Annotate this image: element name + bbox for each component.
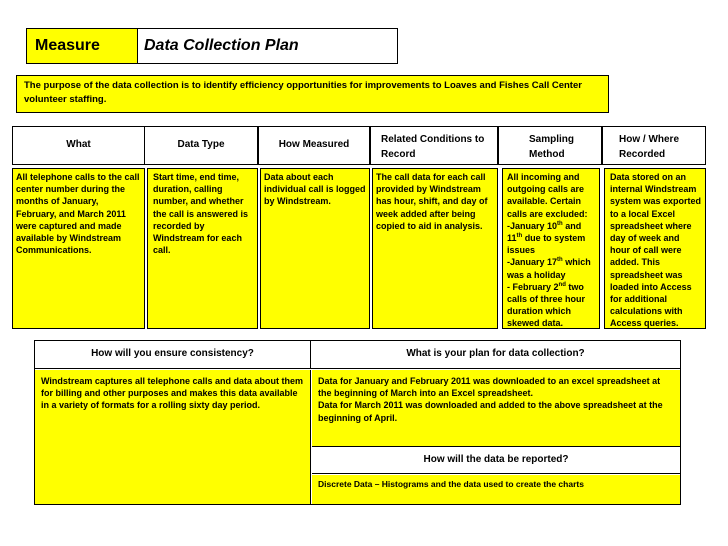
header-data-type: Data Type	[144, 126, 258, 165]
plan-name: Data Collection Plan	[144, 37, 299, 54]
plan-answer: Data for January and February 2011 was downloaded to an excel spreadsheet at the beginning of March into an Excel spreadsheet. Data for March 2011 was downloaded and added to the above spreadsheet at the beginning of April.	[312, 370, 680, 447]
sampling-text: All incoming and outgoing calls are available. Certain calls are excluded: -January 10th and 11th due to system issues -January 17th which was a holiday - February 2nd two calls of three hour duration which skewed data.	[507, 172, 591, 329]
reporting-answer: Discrete Data – Histograms and the data used to create the charts	[312, 475, 680, 504]
consistency-answer: Windstream captures all telephone calls and data about them for billing and other purposes and makes this data available in a variety of formats for a rolling sixty day period.	[35, 370, 311, 504]
reporting-question: How will the data be reported?	[312, 448, 680, 474]
cell-sampling-method	[502, 168, 600, 329]
header-what: What	[12, 126, 145, 165]
header-sampling-method: Sampling Method	[498, 126, 602, 165]
consistency-question: How will you ensure consistency?	[35, 341, 311, 369]
plan-question: What is your plan for data collection?	[311, 341, 680, 369]
cell-what: All telephone calls to the call center number during the months of January, February, and March 2011 were captured and made available by Windstream Communications.	[12, 168, 145, 329]
cell-how-measured: Data about each individual call is logged by Windstream.	[260, 168, 370, 329]
cell-data-type: Start time, end time, duration, calling number, and whether the call is answered is recorded by Windstream for each call.	[147, 168, 258, 329]
title-label-box	[26, 28, 138, 64]
header-related-conditions: Related Conditions to Record	[370, 126, 498, 165]
title-label: Measure	[35, 37, 100, 54]
plan-name-box	[137, 28, 398, 64]
purpose-text: The purpose of the data collection is to identify efficiency opportunities for improvements to Loaves and Fishes Call Center volunteer staffing.	[24, 80, 582, 105]
purpose-box	[16, 75, 609, 113]
cell-how-where-recorded: Data stored on an internal Windstream system was exported to a local Excel spreadsheet where day of week and hour of call were added. This spreadsheet was loaded into Access for additional calculations with Access queries.	[604, 168, 706, 329]
header-how-where-recorded: How / Where Recorded	[602, 126, 706, 165]
cell-related-conditions: The call data for each call provided by Windstream has hour, shift, and day of week added after being copied to aid in analysis.	[372, 168, 498, 329]
header-how-measured: How Measured	[258, 126, 370, 165]
